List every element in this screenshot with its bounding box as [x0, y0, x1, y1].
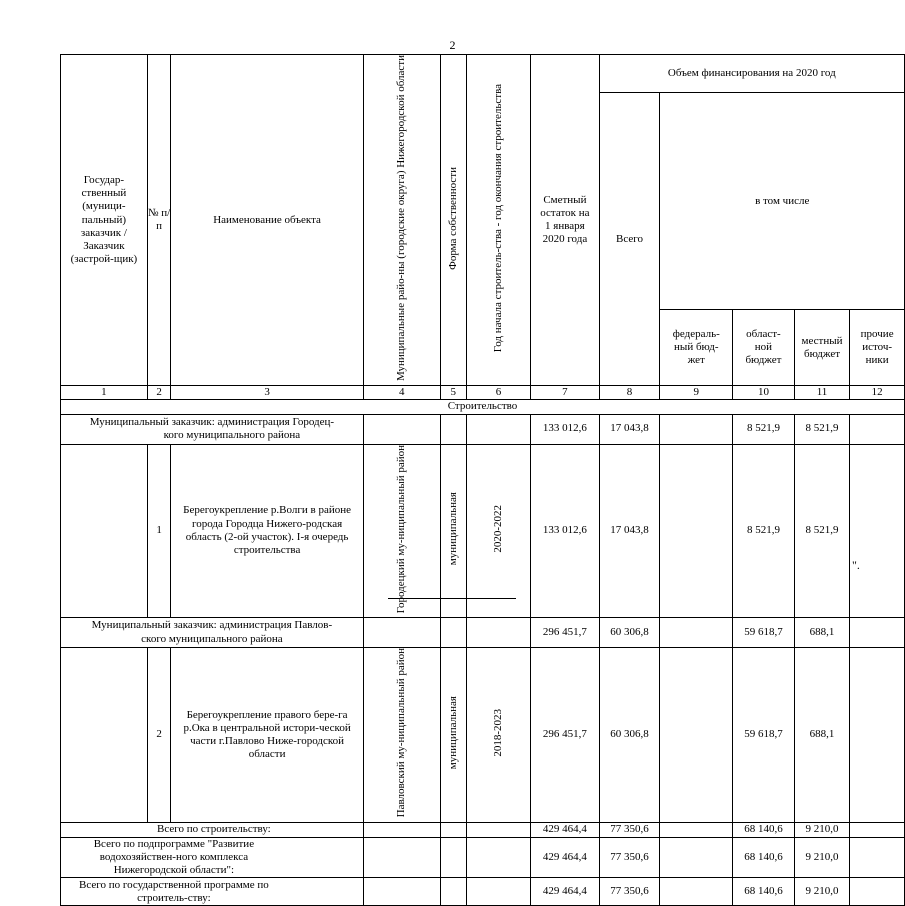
regional-cell: 68 140,6 — [733, 878, 795, 906]
empty-cell — [466, 878, 530, 906]
empty-cell — [466, 414, 530, 444]
colnum: 12 — [850, 386, 905, 400]
colnum: 3 — [171, 386, 363, 400]
header-regional: област-ной бюджет — [733, 310, 795, 386]
header-federal: федераль-ный бюд-жет — [660, 310, 733, 386]
empty-cell — [61, 444, 148, 618]
regional-cell: 8 521,9 — [733, 414, 795, 444]
total-row — [61, 837, 905, 878]
federal-cell — [660, 444, 733, 618]
empty-cell — [363, 822, 440, 837]
other-cell — [850, 648, 905, 823]
financing-table — [60, 54, 905, 906]
total-cell: 77 350,6 — [599, 822, 660, 837]
customer-line: ского муниципального района — [141, 632, 283, 645]
empty-cell — [363, 414, 440, 444]
estimate-cell: 133 012,6 — [531, 444, 600, 618]
district-cell: Городецкий му-ниципальный район — [363, 444, 440, 618]
total-row — [61, 822, 905, 837]
total-cell: 60 306,8 — [599, 648, 660, 823]
item-num: 1 — [147, 444, 171, 618]
header-ownership: Форма собственности — [440, 55, 466, 386]
ownership-cell: муниципальная — [440, 444, 466, 618]
customer-label — [61, 618, 364, 648]
years-cell: 2018-2023 — [466, 648, 530, 823]
regional-cell: 59 618,7 — [733, 648, 795, 823]
regional-cell: 59 618,7 — [733, 618, 795, 648]
local-cell: 8 521,9 — [794, 444, 849, 618]
header-including: в том числе — [660, 93, 905, 310]
estimate-cell: 429 464,4 — [531, 878, 600, 906]
customer-line: Муниципальный заказчик: администрация Городец- — [89, 415, 335, 428]
total-cell: 60 306,8 — [599, 618, 660, 648]
estimate-cell: 133 012,6 — [531, 414, 600, 444]
colnum: 5 — [440, 386, 466, 400]
other-cell — [850, 444, 905, 618]
local-cell: 688,1 — [794, 618, 849, 648]
customer-row — [61, 618, 905, 648]
object-name: Берегоукрепление правого бере-га р.Ока в центральной истори-ческой части г.Павлово Ниже-городской области — [171, 648, 363, 823]
header-total: Всего — [599, 93, 660, 386]
regional-cell: 8 521,9 — [733, 444, 795, 618]
header-districts: Муниципальные райо-ны (городские округа) Нижегородской области — [363, 55, 440, 386]
total-label: Всего по государственной программе по строитель-ству: — [61, 878, 364, 906]
federal-cell — [660, 648, 733, 823]
total-cell: 17 043,8 — [599, 444, 660, 618]
total-row — [61, 878, 905, 906]
object-name: Берегоукрепление р.Волги в районе города Городца Нижего-родская область (2-ой участок). I-я очередь строительства — [171, 444, 363, 618]
local-cell: 8 521,9 — [794, 414, 849, 444]
other-cell — [850, 618, 905, 648]
ownership-cell: муниципальная — [440, 648, 466, 823]
estimate-cell: 296 451,7 — [531, 618, 600, 648]
estimate-cell: 429 464,4 — [531, 822, 600, 837]
estimate-cell: 296 451,7 — [531, 648, 600, 823]
federal-cell — [660, 822, 733, 837]
header-other: прочие источ-ники — [850, 310, 905, 386]
colnum: 1 — [61, 386, 148, 400]
local-cell: 688,1 — [794, 648, 849, 823]
local-cell: 9 210,0 — [794, 837, 849, 878]
header-financing: Объем финансирования на 2020 год — [599, 55, 904, 93]
footer-line — [388, 598, 516, 599]
colnum: 9 — [660, 386, 733, 400]
years-cell: 2020-2022 — [466, 444, 530, 618]
customer-line: Муниципальный заказчик: администрация Павлов- — [91, 619, 333, 632]
total-cell: 17 043,8 — [599, 414, 660, 444]
customer-line: кого муниципального района — [163, 429, 301, 442]
other-cell — [850, 878, 905, 906]
regional-cell: 68 140,6 — [733, 837, 795, 878]
federal-cell — [660, 618, 733, 648]
empty-cell — [363, 618, 440, 648]
empty-cell — [466, 822, 530, 837]
other-cell — [850, 822, 905, 837]
federal-cell — [660, 837, 733, 878]
header-object-name: Наименование объекта — [171, 55, 363, 386]
empty-cell — [440, 822, 466, 837]
item-num: 2 — [147, 648, 171, 823]
total-cell: 77 350,6 — [599, 878, 660, 906]
empty-cell — [440, 618, 466, 648]
header-num: № п/п — [147, 55, 171, 386]
colnum: 11 — [794, 386, 849, 400]
closing-quote: ". — [852, 558, 860, 572]
header-estimated-balance: Сметный остаток на 1 января 2020 года — [531, 55, 600, 386]
regional-cell: 68 140,6 — [733, 822, 795, 837]
local-cell: 9 210,0 — [794, 822, 849, 837]
empty-cell — [363, 878, 440, 906]
empty-cell — [440, 414, 466, 444]
empty-cell — [466, 837, 530, 878]
colnum: 7 — [531, 386, 600, 400]
local-cell: 9 210,0 — [794, 878, 849, 906]
total-label: Всего по строительству: — [61, 822, 364, 837]
section-title: Строительство — [61, 400, 905, 414]
empty-cell — [61, 648, 148, 823]
empty-cell — [363, 837, 440, 878]
other-cell — [850, 414, 905, 444]
colnum: 10 — [733, 386, 795, 400]
header-customer: Государ-ственный (муници-пальный) заказчик / Заказчик (застрой-щик) — [61, 55, 148, 386]
colnum: 4 — [363, 386, 440, 400]
colnum: 8 — [599, 386, 660, 400]
district-cell: Павловский му-ниципальный район — [363, 648, 440, 823]
header-local: местный бюджет — [794, 310, 849, 386]
header-years: Год начала строитель-ства - год окончания строительства — [466, 55, 530, 386]
empty-cell — [466, 618, 530, 648]
total-label: Всего по подпрограмме "Развитие водохозяйствен-ного комплекса Нижегородской области": — [61, 837, 364, 878]
other-cell — [850, 837, 905, 878]
total-cell: 77 350,6 — [599, 837, 660, 878]
federal-cell — [660, 878, 733, 906]
estimate-cell: 429 464,4 — [531, 837, 600, 878]
column-numbers-row — [61, 386, 905, 400]
page-number: 2 — [449, 38, 456, 52]
empty-cell — [440, 878, 466, 906]
customer-label — [61, 414, 364, 444]
federal-cell — [660, 414, 733, 444]
customer-row — [61, 414, 905, 444]
object-row — [61, 444, 905, 618]
colnum: 2 — [147, 386, 171, 400]
colnum: 6 — [466, 386, 530, 400]
empty-cell — [440, 837, 466, 878]
object-row — [61, 648, 905, 823]
